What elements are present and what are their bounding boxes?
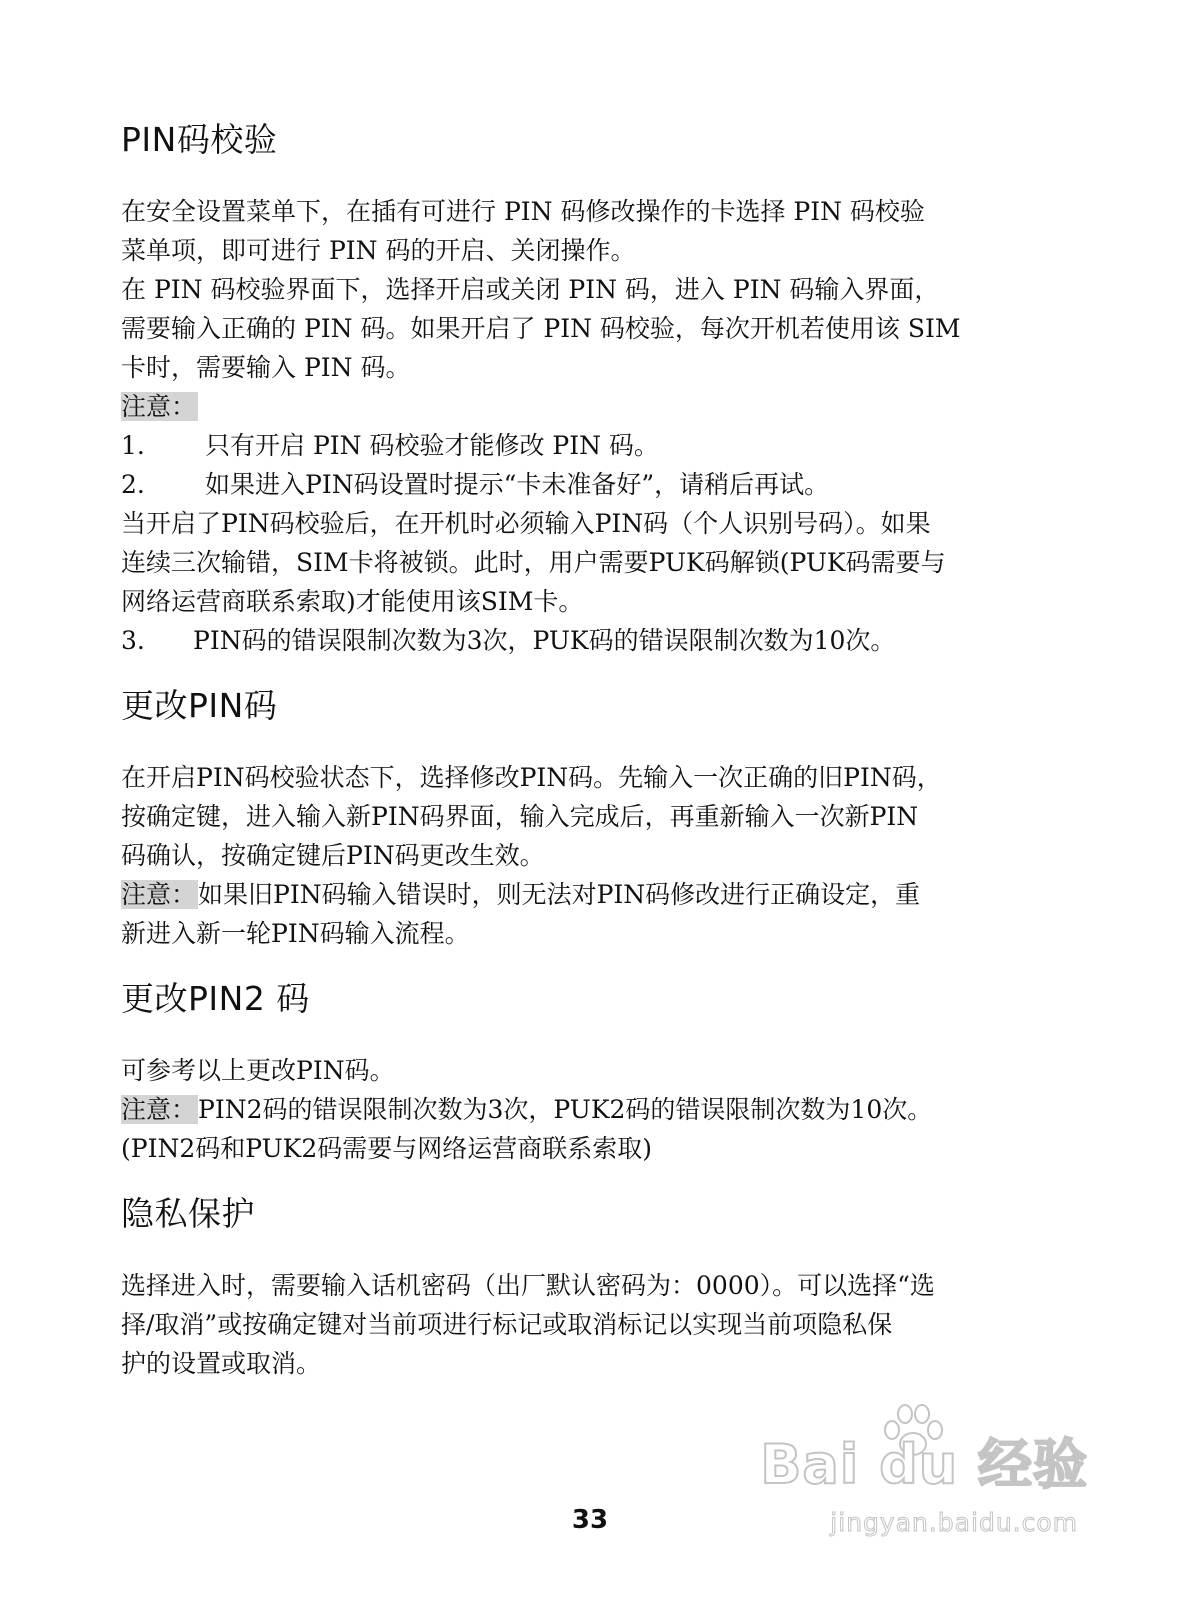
paragraph-line: 在安全设置菜单下，在插有可进行 PIN 码修改操作的卡选择 PIN 码校验	[121, 197, 925, 226]
paragraph-line: 在 PIN 码校验界面下，选择开启或关闭 PIN 码，进入 PIN 码输入界面，	[121, 275, 940, 304]
paragraph-line: 需要输入正确的 PIN 码。如果开启了 PIN 码校验，每次开机若使用该 SIM	[121, 314, 961, 343]
paragraph-line: 在开启PIN码校验状态下，选择修改PIN码。先输入一次正确的旧PIN码，	[121, 763, 942, 792]
paragraph-line: 新进入新一轮PIN码输入流程。	[121, 919, 470, 948]
paragraph-line: 连续三次输错，SIM卡将被锁。此时，用户需要PUK码解锁(PUK码需要与	[121, 548, 946, 577]
list-number: 2.	[121, 470, 145, 499]
section-title-change-pin: 更改PIN码	[121, 686, 278, 725]
list-item	[121, 426, 1071, 465]
paragraph-line: 按确定键，进入输入新PIN码界面，输入完成后，再重新输入一次新PIN	[121, 802, 919, 831]
paragraph-line: 菜单项，即可进行 PIN 码的开启、关闭操作。	[121, 236, 636, 265]
paragraph-line: 当开启了PIN码校验后，在开机时必须输入PIN码（个人识别号码）。如果	[121, 509, 931, 538]
list-text: 只有开启 PIN 码校验才能修改 PIN 码。	[205, 431, 659, 460]
paragraph-line: 卡时，需要输入 PIN 码。	[121, 353, 411, 382]
paragraph-line: 护的设置或取消。	[121, 1349, 322, 1378]
note-line	[121, 1090, 1071, 1129]
watermark-url: jingyan.baidu.com	[830, 1508, 1078, 1537]
list-number: 1.	[121, 431, 145, 460]
list-text: 如果进入PIN码设置时提示“卡未准备好”，请稍后再试。	[205, 470, 830, 499]
note-text: 如果旧PIN码输入错误时，则无法对PIN码修改进行正确设定，重	[198, 880, 921, 909]
section-title-pin-check: PIN码校验	[121, 120, 278, 159]
paragraph-line: 择/取消”或按确定键对当前项进行标记或取消标记以实现当前项隐私保	[121, 1310, 893, 1339]
note-text: PIN2码的错误限制次数为3次，PUK2码的错误限制次数为10次。	[198, 1095, 933, 1124]
paragraph-line: 选择进入时，需要输入话机密码（出厂默认密码为：0000）。可以选择“选	[121, 1271, 935, 1300]
note-line	[121, 387, 1071, 426]
note-label: 注意：	[121, 392, 197, 421]
section-title-change-pin2: 更改PIN2 码	[121, 979, 310, 1018]
note-line	[121, 875, 1071, 914]
page-number: 33	[571, 1505, 609, 1535]
note-label: 注意：	[121, 1095, 197, 1124]
baidu-jingyan-watermark	[758, 1400, 1088, 1570]
watermark-logo: Bai du 经验	[760, 1433, 1088, 1496]
list-number: 3.	[121, 626, 145, 655]
paragraph-line: 网络运营商联系索取)才能使用该SIM卡。	[121, 587, 584, 616]
section-title-privacy: 隐私保护	[121, 1194, 255, 1233]
list-item	[121, 465, 1071, 504]
paragraph-line: 码确认，按确定键后PIN码更改生效。	[121, 841, 545, 870]
paragraph-line: 可参考以上更改PIN码。	[121, 1056, 395, 1085]
paragraph-line: (PIN2码和PUK2码需要与网络运营商联系索取)	[121, 1134, 653, 1163]
list-text: PIN码的错误限制次数为3次，PUK码的错误限制次数为10次。	[193, 626, 896, 655]
note-label: 注意：	[121, 880, 197, 909]
document-page	[121, 120, 1071, 1383]
list-item	[121, 621, 1071, 660]
